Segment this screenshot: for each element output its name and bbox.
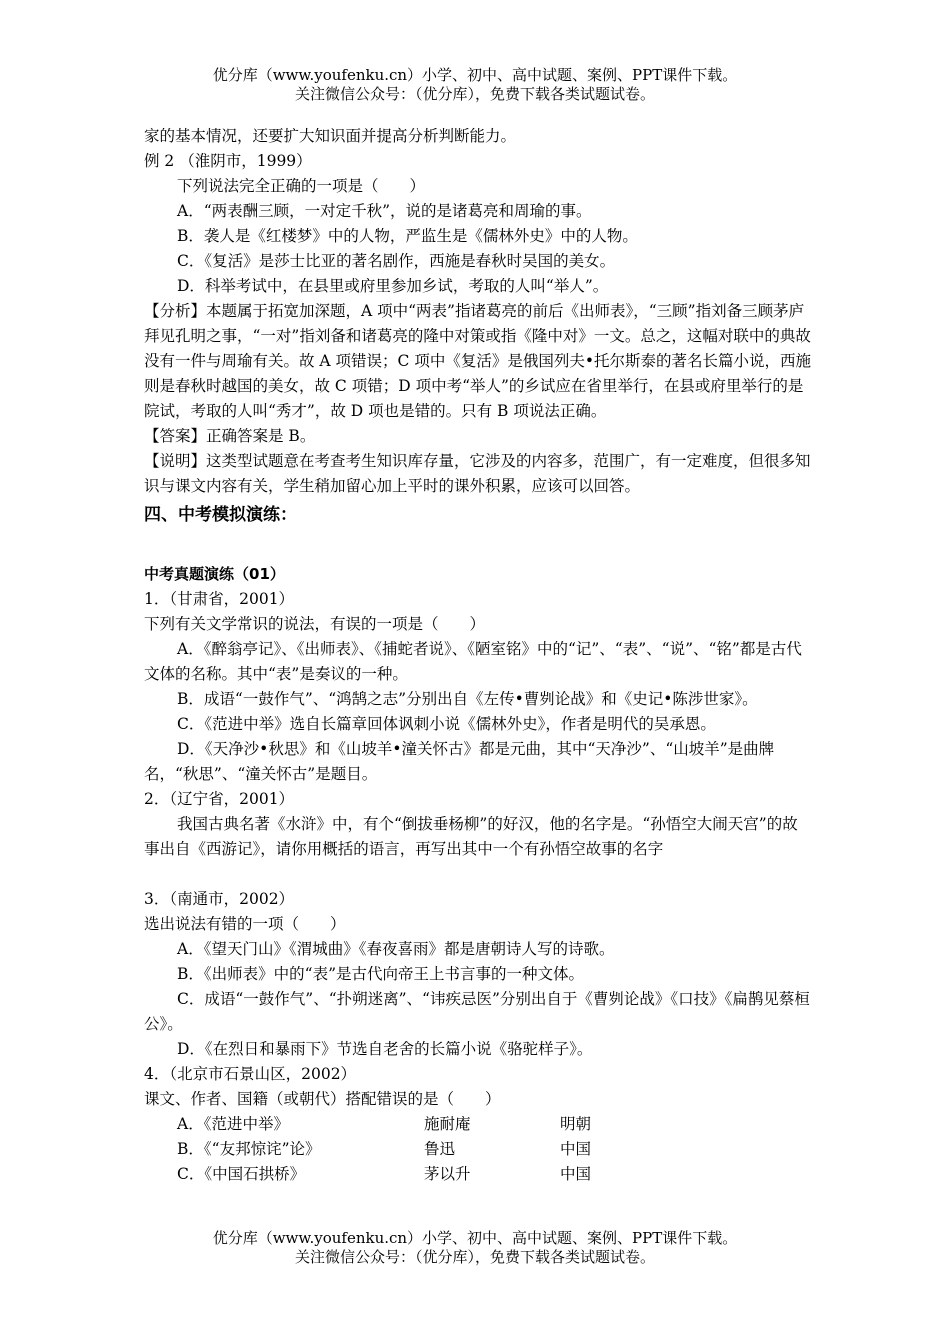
q4-row-b	[144, 1137, 812, 1162]
q1-option-d: D．《天净沙•秋思》和《山坡羊•潼关怀古》都是元曲，其中“天净沙”、“山坡羊”是曲牌名，“秋思”、“潼关怀古”是题目。	[144, 740, 775, 783]
q3-option-c: C．成语“一鼓作气”、“扑朔迷离”、“讳疾忌医”分别出自于《曹刿论战》《口技》《扁鹊见蔡桓公》。	[144, 990, 810, 1033]
q3-question: 选出说法有错的一项（ ）	[144, 915, 346, 933]
example-2-note: 【说明】这类型试题意在考查考生知识库存量，它涉及的内容多，范围广，有一定难度，但很多知识与课文内容有关，学生稍加留心加上平时的课外积累，应该可以回答。	[144, 452, 811, 495]
q3-option-d: D．《在烈日和暴雨下》节选自老舍的长篇小说《骆驼样子》。	[177, 1040, 593, 1058]
q2-title: 2．（辽宁省，2001）	[144, 790, 295, 808]
q3-option-a: A．《望天门山》《渭城曲》《春夜喜雨》都是唐朝诗人写的诗歌。	[177, 940, 615, 958]
q4-row-a-author: 施耐庵	[424, 1115, 471, 1133]
q1-option-c: C．《范进中举》选自长篇章回体讽刺小说《儒林外史》，作者是明代的吴承恩。	[177, 715, 716, 733]
q4-question: 课文、作者、国籍（或朝代）搭配错误的是（ ）	[144, 1090, 501, 1108]
section-title: 四、中考模拟演练：	[144, 505, 297, 525]
answer-blank-space	[144, 862, 812, 887]
q4-row-c-origin: 中国	[560, 1165, 592, 1183]
header-line-2: 关注微信公众号：（优分库），免费下载各类试题试卷。	[294, 85, 655, 103]
q2-text: 我国古典名著《水浒》中，有个“倒拔垂杨柳”的好汉，他的名字是。“孙悟空大闹天宫”的故事出自《西游记》，请你用概括的语言，再写出其中一个有孙悟空故事的名字	[144, 815, 798, 858]
q4-row-b-work: B．《“友邦惊诧”论》	[177, 1140, 321, 1158]
example-2-option-b: B．袭人是《红楼梦》中的人物，严监生是《儒林外史》中的人物。	[177, 227, 638, 245]
q4-row-c	[144, 1162, 812, 1187]
header-line-1: 优分库（www.youfenku.cn）小学、初中、高中试题、案例、PPT课件下载。	[212, 66, 738, 84]
q4-row-c-author: 茅以升	[424, 1165, 471, 1183]
document-body	[144, 124, 812, 1187]
q4-row-c-work: C．《中国石拱桥》	[177, 1165, 306, 1183]
example-2-question: 下列说法完全正确的一项是（ ）	[177, 177, 426, 195]
q3-title: 3．（南通市，2002）	[144, 890, 295, 908]
subsection-title: 中考真题演练（01）	[144, 565, 285, 583]
q1-option-b: B．成语“一鼓作气”、“鸿鹄之志”分别出自《左传•曹刿论战》和《史记•陈涉世家》。	[177, 690, 758, 708]
q3-option-b: B．《出师表》中的“表”是古代向帝王上书言事的一种文体。	[177, 965, 584, 983]
q4-row-a-origin: 明朝	[560, 1115, 592, 1133]
q4-row-a-work: A．《范进中举》	[177, 1115, 289, 1133]
page-footer	[0, 1229, 950, 1267]
q1-question: 下列有关文学常识的说法，有误的一项是（ ）	[144, 615, 486, 633]
q4-row-b-origin: 中国	[560, 1140, 592, 1158]
q4-title: 4．（北京市石景山区，2002）	[144, 1065, 357, 1083]
q1-title: 1．（甘肃省，2001）	[144, 590, 295, 608]
page-header	[0, 66, 950, 104]
footer-line-1: 优分库（www.youfenku.cn）小学、初中、高中试题、案例、PPT课件下载。	[212, 1229, 738, 1247]
q4-row-b-author: 鲁迅	[424, 1140, 456, 1158]
example-2-option-c: C．《复活》是莎士比亚的著名剧作，西施是春秋时吴国的美女。	[177, 252, 616, 270]
footer-line-2: 关注微信公众号：（优分库），免费下载各类试题试卷。	[294, 1248, 655, 1266]
q1-option-a: A．《醉翁亭记》、《出师表》、《捕蛇者说》、《陋室铭》中的“记”、“表”、“说”、“铭”都是古代文体的名称。其中“表”是奏议的一种。	[144, 640, 802, 683]
example-2-answer: 【答案】正确答案是 B。	[144, 427, 316, 445]
example-2-title: 例 2 （淮阴市，1999）	[144, 152, 312, 170]
example-2-analysis: 【分析】本题属于拓宽加深题，A 项中“两表”指诸葛亮的前后《出师表》，“三顾”指刘备三顾茅庐拜见孔明之事，“一对”指刘备和诸葛亮的隆中对策或指《隆中对》一文。总之，这幅对联中的典故没有一件与周瑜有关。故 A 项错误；C 项中《复活》是俄国列夫•托尔斯泰的著名长篇小说，西施则是春秋时越国的美女，故 C 项错；D 项中考“举人”的乡试应在省里举行，在县或府里举行的是院试，考取的人叫“秀才”，故 D 项也是错的。只有 B 项说法正确。	[144, 302, 811, 420]
intro-tail: 家的基本情况，还要扩大知识面并提高分析判断能力。	[144, 127, 517, 145]
example-2-option-d: D．科举考试中，在县里或府里参加乡试，考取的人叫“举人”。	[177, 277, 609, 295]
example-2-option-a: A．“两表酬三顾，一对定千秋”，说的是诸葛亮和周瑜的事。	[177, 202, 592, 220]
q4-row-a	[144, 1112, 812, 1137]
